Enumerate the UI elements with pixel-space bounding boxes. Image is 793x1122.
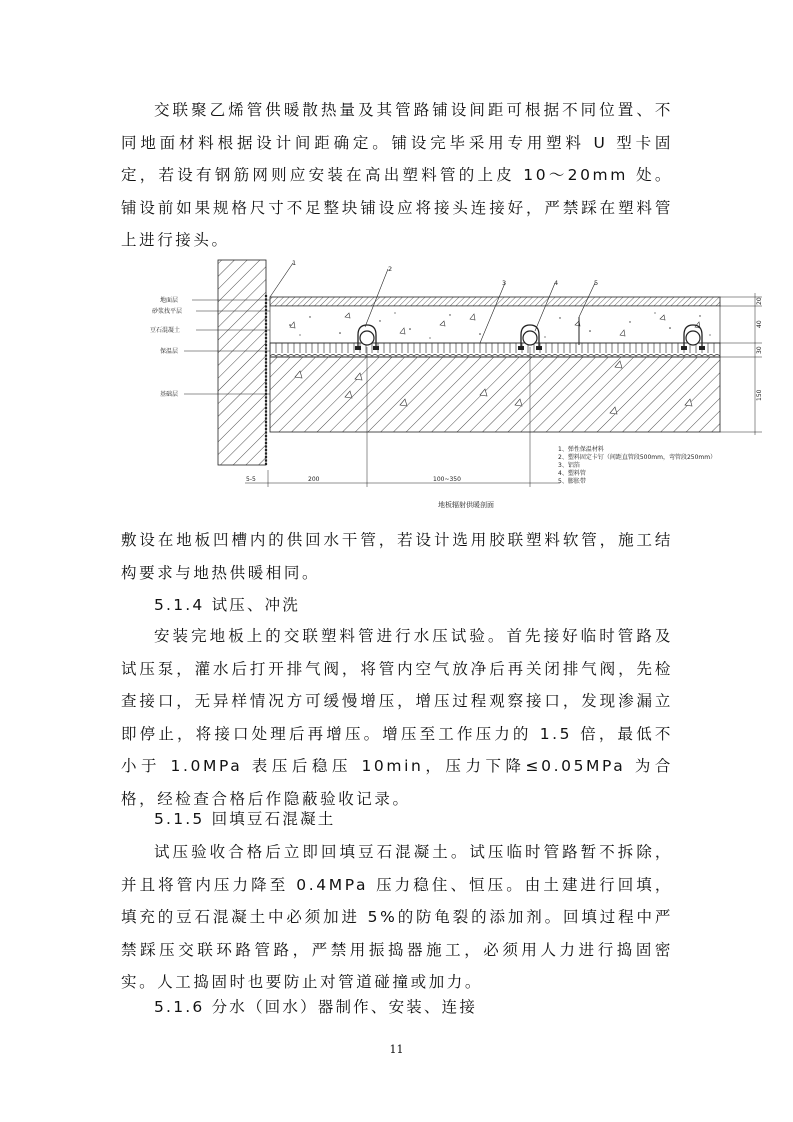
- callout-number-5: 5: [594, 279, 599, 287]
- pipe-1: [360, 331, 374, 345]
- legend-item-5: 5、膨胀带: [558, 478, 586, 485]
- legend-item-1: 1、弹性保温材料: [558, 446, 604, 453]
- callout-number-4: 4: [554, 279, 559, 287]
- page-number: 11: [389, 1043, 404, 1056]
- paragraph-2: 敷设在地板凹槽内的供回水干管，若设计选用胶联塑料软管，施工结构要求与地热供暖相同。: [121, 531, 673, 582]
- dim-right-40: 40: [756, 320, 763, 328]
- paragraph-4: 试压验收合格后立即回填豆石混凝土。试压临时管路暂不拆除，并且将管内压力降至 0.4MPa 压力稳住、恒压。由土建进行回填，填充的豆石混凝土中必须加进 5%的防龟裂的添加剂。回填过程中严禁踩压交联环路管路，严禁用振捣器施工，必须用人力进行捣固密实。人工捣固时也要防止对管道碰撞或加力。: [121, 843, 673, 991]
- heading-5-1-6: 5.1.6 分水（回水）器制作、安装、连接: [154, 998, 478, 1016]
- foundation-layer: [270, 357, 720, 432]
- layer-label-concrete: 豆石混凝土: [150, 327, 180, 334]
- paragraph-3: 安装完地板上的交联塑料管进行水压试验。首先接好临时管路及试压泵，灌水后打开排气阀，将管内空气放净后再关闭排气阀，先检查接口，无异样情况方可缓慢增压，增压过程观察接口，发现渗漏立即停止，将接口处理后再增压。增压至工作压力的 1.5 倍，最低不小于 1.0MPa 表压后稳压 10min，压力下降≤0.05MPa 为合格，经检查合格后作隐蔽验收记录。: [121, 627, 673, 808]
- layer-label-foundation: 基础层: [159, 391, 178, 398]
- paragraph-1: 交联聚乙烯管供暖散热量及其管路铺设间距可根据不同位置、不同地面材料根据设计间距确定。铺设完毕采用专用塑料 U 型卡固定，若设有钢筋网则应安装在高出塑料管的上皮 10～20mm 处。铺设前如果规格尺寸不足整块铺设应将接头连接好，严禁踩在塑料管上进行接头。: [121, 101, 673, 249]
- layer-label-surface: 地面层: [159, 297, 178, 304]
- heading-5-1-4: 5.1.4 试压、冲洗: [154, 596, 301, 614]
- dim-right-150: 150: [756, 389, 763, 401]
- dim-bottom-spacing: 100~350: [433, 476, 461, 483]
- section-mark: 5-5: [246, 476, 256, 483]
- concrete-layer: [270, 306, 720, 343]
- legend-item-3: 3、铝箔: [558, 462, 580, 469]
- layer-label-insulation: 保温层: [159, 348, 178, 355]
- pipe-2: [523, 331, 537, 345]
- callout-number-3: 3: [502, 279, 507, 287]
- wall: [218, 260, 266, 465]
- callout-number-2: 2: [388, 265, 393, 273]
- figure-caption: 地板辐射供暖剖面: [438, 501, 494, 509]
- legend-item-4: 4、塑料管: [558, 470, 586, 477]
- floor-heating-section-diagram: [150, 255, 780, 520]
- dim-bottom-200: 200: [308, 476, 320, 483]
- floor-surface-layer: [270, 297, 720, 306]
- legend-item-2: 2、塑料固定卡钉（间距直管段500mm，弯管段250mm）: [558, 454, 717, 461]
- heading-5-1-5: 5.1.5 回填豆石混凝土: [154, 810, 336, 828]
- dim-right-20: 20: [756, 297, 763, 305]
- pipe-3: [686, 331, 700, 345]
- dim-right-30: 30: [756, 346, 763, 354]
- callout-number-1: 1: [292, 259, 297, 267]
- insulation-layer: [270, 343, 720, 357]
- layer-label-mortar: 砂浆找平层: [151, 308, 182, 315]
